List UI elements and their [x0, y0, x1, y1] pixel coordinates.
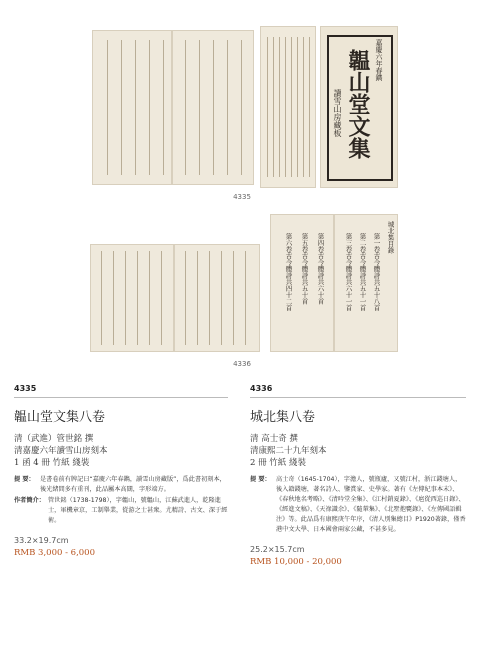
- open-page-right: [172, 30, 254, 185]
- book-photo-4335: [88, 22, 400, 190]
- lot-author-bio: [14, 496, 228, 526]
- open-page-right-2: [174, 244, 260, 352]
- lot-dimensions: 33.2×19.7cm: [14, 536, 69, 545]
- lot-estimate: RMB 3,000 - 6,000: [14, 548, 95, 558]
- open-page-left-2: [90, 244, 174, 352]
- lot-summary: [14, 475, 228, 495]
- cover-date: 嘉慶六年春鐫: [375, 39, 383, 81]
- lot-4336: [250, 384, 466, 567]
- toc-page-left: [270, 214, 334, 352]
- book-photo-4336: [88, 212, 400, 356]
- toc-col-1: 第一卷古今體詩共五十八首: [372, 233, 381, 311]
- toc-col-2: 第二卷古今體詩共五十一首: [358, 233, 367, 311]
- lot-format: 2 冊 竹紙 綫裝: [250, 458, 307, 468]
- lot-number: 4335: [14, 384, 37, 393]
- lot-edition: 清嘉慶六年讀雪山房刻本: [14, 446, 108, 456]
- title-page: [320, 26, 398, 188]
- text-page: [260, 26, 316, 188]
- lot-format: 1 函 4 冊 竹紙 綫裝: [14, 458, 90, 468]
- lot-divider: [250, 397, 466, 398]
- photo-caption-4335: 4335: [233, 193, 251, 201]
- toc-col-3: 第三卷古今體詩共六十一首: [344, 233, 353, 311]
- lot-edition: 清康熙二十九年刻本: [250, 446, 327, 456]
- lot-author: 清（武進）管世銘 撰: [14, 434, 94, 444]
- photo-caption-4336: 4336: [233, 360, 251, 368]
- open-page-left: [92, 30, 172, 185]
- summary-text: 高士奇（1645-1704），字澹人，號瓶廬，又號江村，浙江錢塘人，後入籍錢塘，著名詩人、鑒賞家、史學家。著有《左傳紀事本末》、《春秋地名考略》、《清吟堂全集》、《江村銷夏錄》、《扈從西巡日錄》、《經進文稿》、《天祿識余》、《隨輦集》、《北墅抱甕錄》、《左傳國語輯注》等。此品爲有康熙庚午年序，《清人別集總目》P1920著錄，僅香港中文大學、日本國會兩家公藏，不甚多見。: [276, 476, 466, 533]
- bio-text: 管世銘（1738-1798），字韞山，號韞山，江蘇武進人，乾隆進士，軍機章京，工制舉業，從游之士甚衆。尤精詩、古文、深于經術。: [48, 497, 228, 524]
- cover-publisher: 讀雪山房藏板: [333, 89, 342, 137]
- lot-4335: [14, 384, 228, 558]
- summary-label: 提 要：: [14, 476, 35, 483]
- bio-label: 作者簡介：: [14, 497, 45, 504]
- cover-title: 韞山堂文集: [345, 49, 371, 159]
- lot-divider: [14, 397, 228, 398]
- toc-col-6: 第六卷古今體詩共四十二首: [284, 233, 293, 311]
- toc-col-4: 第四卷古今體詩共六十首: [316, 233, 325, 305]
- lot-summary: [250, 475, 466, 535]
- toc-header: 城北集目錄: [386, 221, 395, 254]
- lot-estimate: RMB 10,000 - 20,000: [250, 557, 342, 567]
- summary-label: 提 要：: [250, 476, 271, 483]
- lot-title: 城北集八卷: [250, 410, 316, 425]
- lot-title: 韞山堂文集八卷: [14, 410, 106, 425]
- summary-text: 是書卷前有牌記曰“嘉慶六年春鐫，讀雪山房藏版”，爲此書初刻本，後光緒間多有重刊，此品屬本高闊，字形端方。: [40, 476, 226, 493]
- lot-author: 清 高士奇 撰: [250, 434, 298, 444]
- toc-page-right: [334, 214, 398, 352]
- lot-number: 4336: [250, 384, 273, 393]
- toc-col-5: 第五卷古今體詩共五十首: [300, 233, 309, 305]
- lot-dimensions: 25.2×15.7cm: [250, 545, 305, 554]
